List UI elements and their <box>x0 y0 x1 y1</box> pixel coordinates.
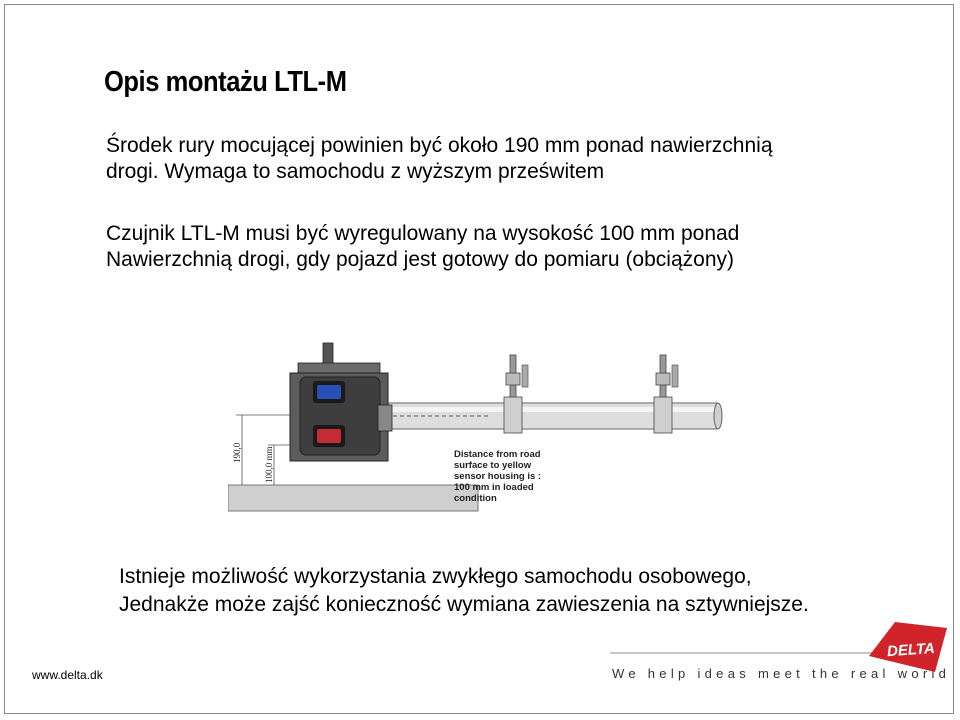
road-surface <box>228 485 478 511</box>
paragraph-line: Jednakże może zajść konieczność wymiana zawieszenia na sztywniejsze. <box>119 593 809 616</box>
paragraph-line: drogi. Wymaga to samochodu z wyższym prześwitem <box>106 160 605 183</box>
figure-note-line: condition <box>454 493 497 504</box>
dimension-label-190: 190,0 <box>232 442 242 463</box>
paragraph-line: Istnieje możliwość wykorzystania zwykłego samochodu osobowego, <box>119 565 752 588</box>
ltl-m-sensor <box>290 343 392 461</box>
paragraph-pipe-height <box>106 133 773 185</box>
slide-title: Opis montażu LTL-M <box>104 66 347 98</box>
logo-text: DELTA <box>886 639 936 661</box>
paragraph-line: Środek rury mocującej powinien być około 190 mm ponad nawierzchnią <box>106 134 773 157</box>
figure-note-line: sensor housing is : <box>454 471 542 482</box>
pipe-end <box>714 403 722 429</box>
paragraph-line: Czujnik LTL-M musi być wyregulowany na wysokość 100 mm ponad <box>106 222 740 245</box>
figure-note-line: 100 mm in loaded <box>454 482 534 493</box>
footer-tagline: We help ideas meet the real world <box>612 666 951 681</box>
footer-url: www.delta.dk <box>32 668 103 682</box>
paragraph-line: Nawierzchnią drogi, gdy pojazd jest gotowy do pomiaru (obciążony) <box>106 248 734 271</box>
mounting-diagram <box>228 335 728 520</box>
figure-note-line: Distance from road <box>454 449 541 460</box>
paragraph-vehicle-note <box>119 563 809 619</box>
paragraph-sensor-height <box>106 221 739 273</box>
delta-logo <box>865 618 950 678</box>
figure-note-line: surface to yellow <box>454 460 532 471</box>
dimension-label-100: 100,0 mm <box>264 446 274 483</box>
